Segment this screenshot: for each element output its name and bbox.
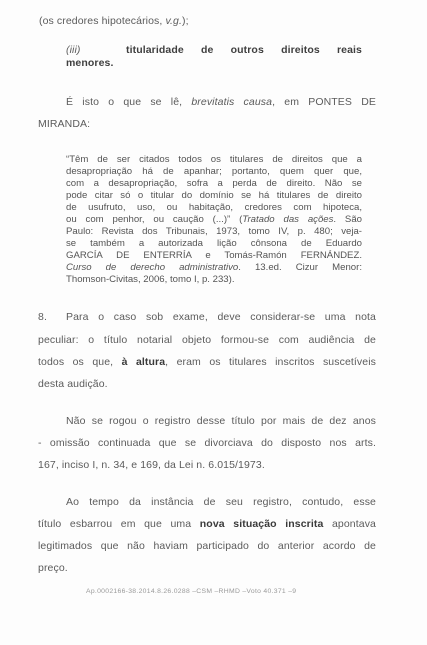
quote-line: “Têm de ser citados todos os titulares de direitos que a xyxy=(66,154,362,165)
list-item-tail-text: (os credores hipotecários, xyxy=(39,15,166,27)
quote-line: com a desapropriação, sofra a perda de direito. Não se xyxy=(66,178,362,189)
para8-line2: peculiar: o título notarial objeto formou-se com audiência de xyxy=(38,334,376,346)
quote-text: . 13.ed. Cizur Menor: xyxy=(238,262,362,273)
quote-line: desapropriação há de apanhar; portanto, quem quer que, xyxy=(66,166,362,177)
list-item-iii-line2: menores. xyxy=(66,57,114,69)
quote-line: pode citar só o titular do domínio se há titulares de direito xyxy=(66,190,362,201)
paragraph-number: 8. xyxy=(38,311,47,323)
tempo-line1: Ao tempo da instância de seu registro, contudo, esse xyxy=(66,496,376,508)
intro-line1 xyxy=(66,96,376,108)
para8-line4: desta audição. xyxy=(38,378,108,390)
quote-book-title: Curso de derecho administrativo xyxy=(66,262,239,273)
quote-text-end: . São xyxy=(333,214,363,225)
list-item-number-text: (iii) xyxy=(66,44,81,56)
tempo-bold: nova situação inscrita xyxy=(199,518,324,530)
list-item-tail-italic: v.g. xyxy=(165,15,182,27)
registro-line2: - omissão continuada que se divorciava do disposto nos arts. xyxy=(38,437,376,449)
quote-book-title: Tratado das ações xyxy=(242,214,334,225)
tempo-line3: legitimados que não haviam participado do anterior acordo de xyxy=(38,540,376,552)
quote-line: de usufruto, uso, ou habitação, credores com hipoteca, xyxy=(66,202,362,213)
para8-text-end: , eram os titulares inscritos suscetíveis xyxy=(165,356,376,368)
para8-line1: Para o caso sob exame, deve considerar-se uma nota xyxy=(66,311,376,323)
intro-italic: brevitatis causa xyxy=(191,96,273,108)
list-item-number xyxy=(66,44,81,56)
quote-line: GARCÍA DE ENTERRÍA e Tomás-Ramón FERNÁNDEZ. xyxy=(66,250,362,261)
tempo-text: título esbarrou em que uma xyxy=(38,518,200,530)
list-item-tail-text-end: ); xyxy=(181,15,189,27)
page-footer: Ap.0002166-38.2014.8.26.0288 –CSM –RHMD –Voto 40.371 –9 xyxy=(86,588,297,595)
intro-line2: MIRANDA: xyxy=(38,118,91,130)
quote-line: Paulo: Revista dos Tribunais, 1973, tomo IV, p. 480; veja- xyxy=(66,226,362,237)
quote-line xyxy=(66,214,362,225)
intro-text: É isto o que se lê, xyxy=(66,96,192,108)
intro-text-end: , em PONTES DE xyxy=(272,96,376,108)
list-item-tail xyxy=(39,15,189,27)
tempo-line4: preço. xyxy=(38,562,68,574)
para8-bold: à altura xyxy=(121,356,166,368)
registro-line3: 167, inciso I, n. 34, e 169, da Lei n. 6.015/1973. xyxy=(38,459,265,471)
para8-text: todos os que, xyxy=(38,356,122,368)
tempo-text-end: apontava xyxy=(323,518,376,530)
quote-line: se também a autorizada lição cônsona de Eduardo xyxy=(66,238,362,249)
list-item-iii-line1: titularidade de outros direitos reais xyxy=(126,44,362,56)
quote-line xyxy=(66,262,362,273)
quote-text: ou com penhor, ou caução (...)” ( xyxy=(66,214,243,225)
registro-line1: Não se rogou o registro desse título por mais de dez anos xyxy=(66,415,376,427)
para8-line3 xyxy=(38,356,376,368)
quote-line: Thomson-Civitas, 2006, tomo I, p. 233). xyxy=(66,274,235,285)
tempo-line2 xyxy=(38,518,376,530)
